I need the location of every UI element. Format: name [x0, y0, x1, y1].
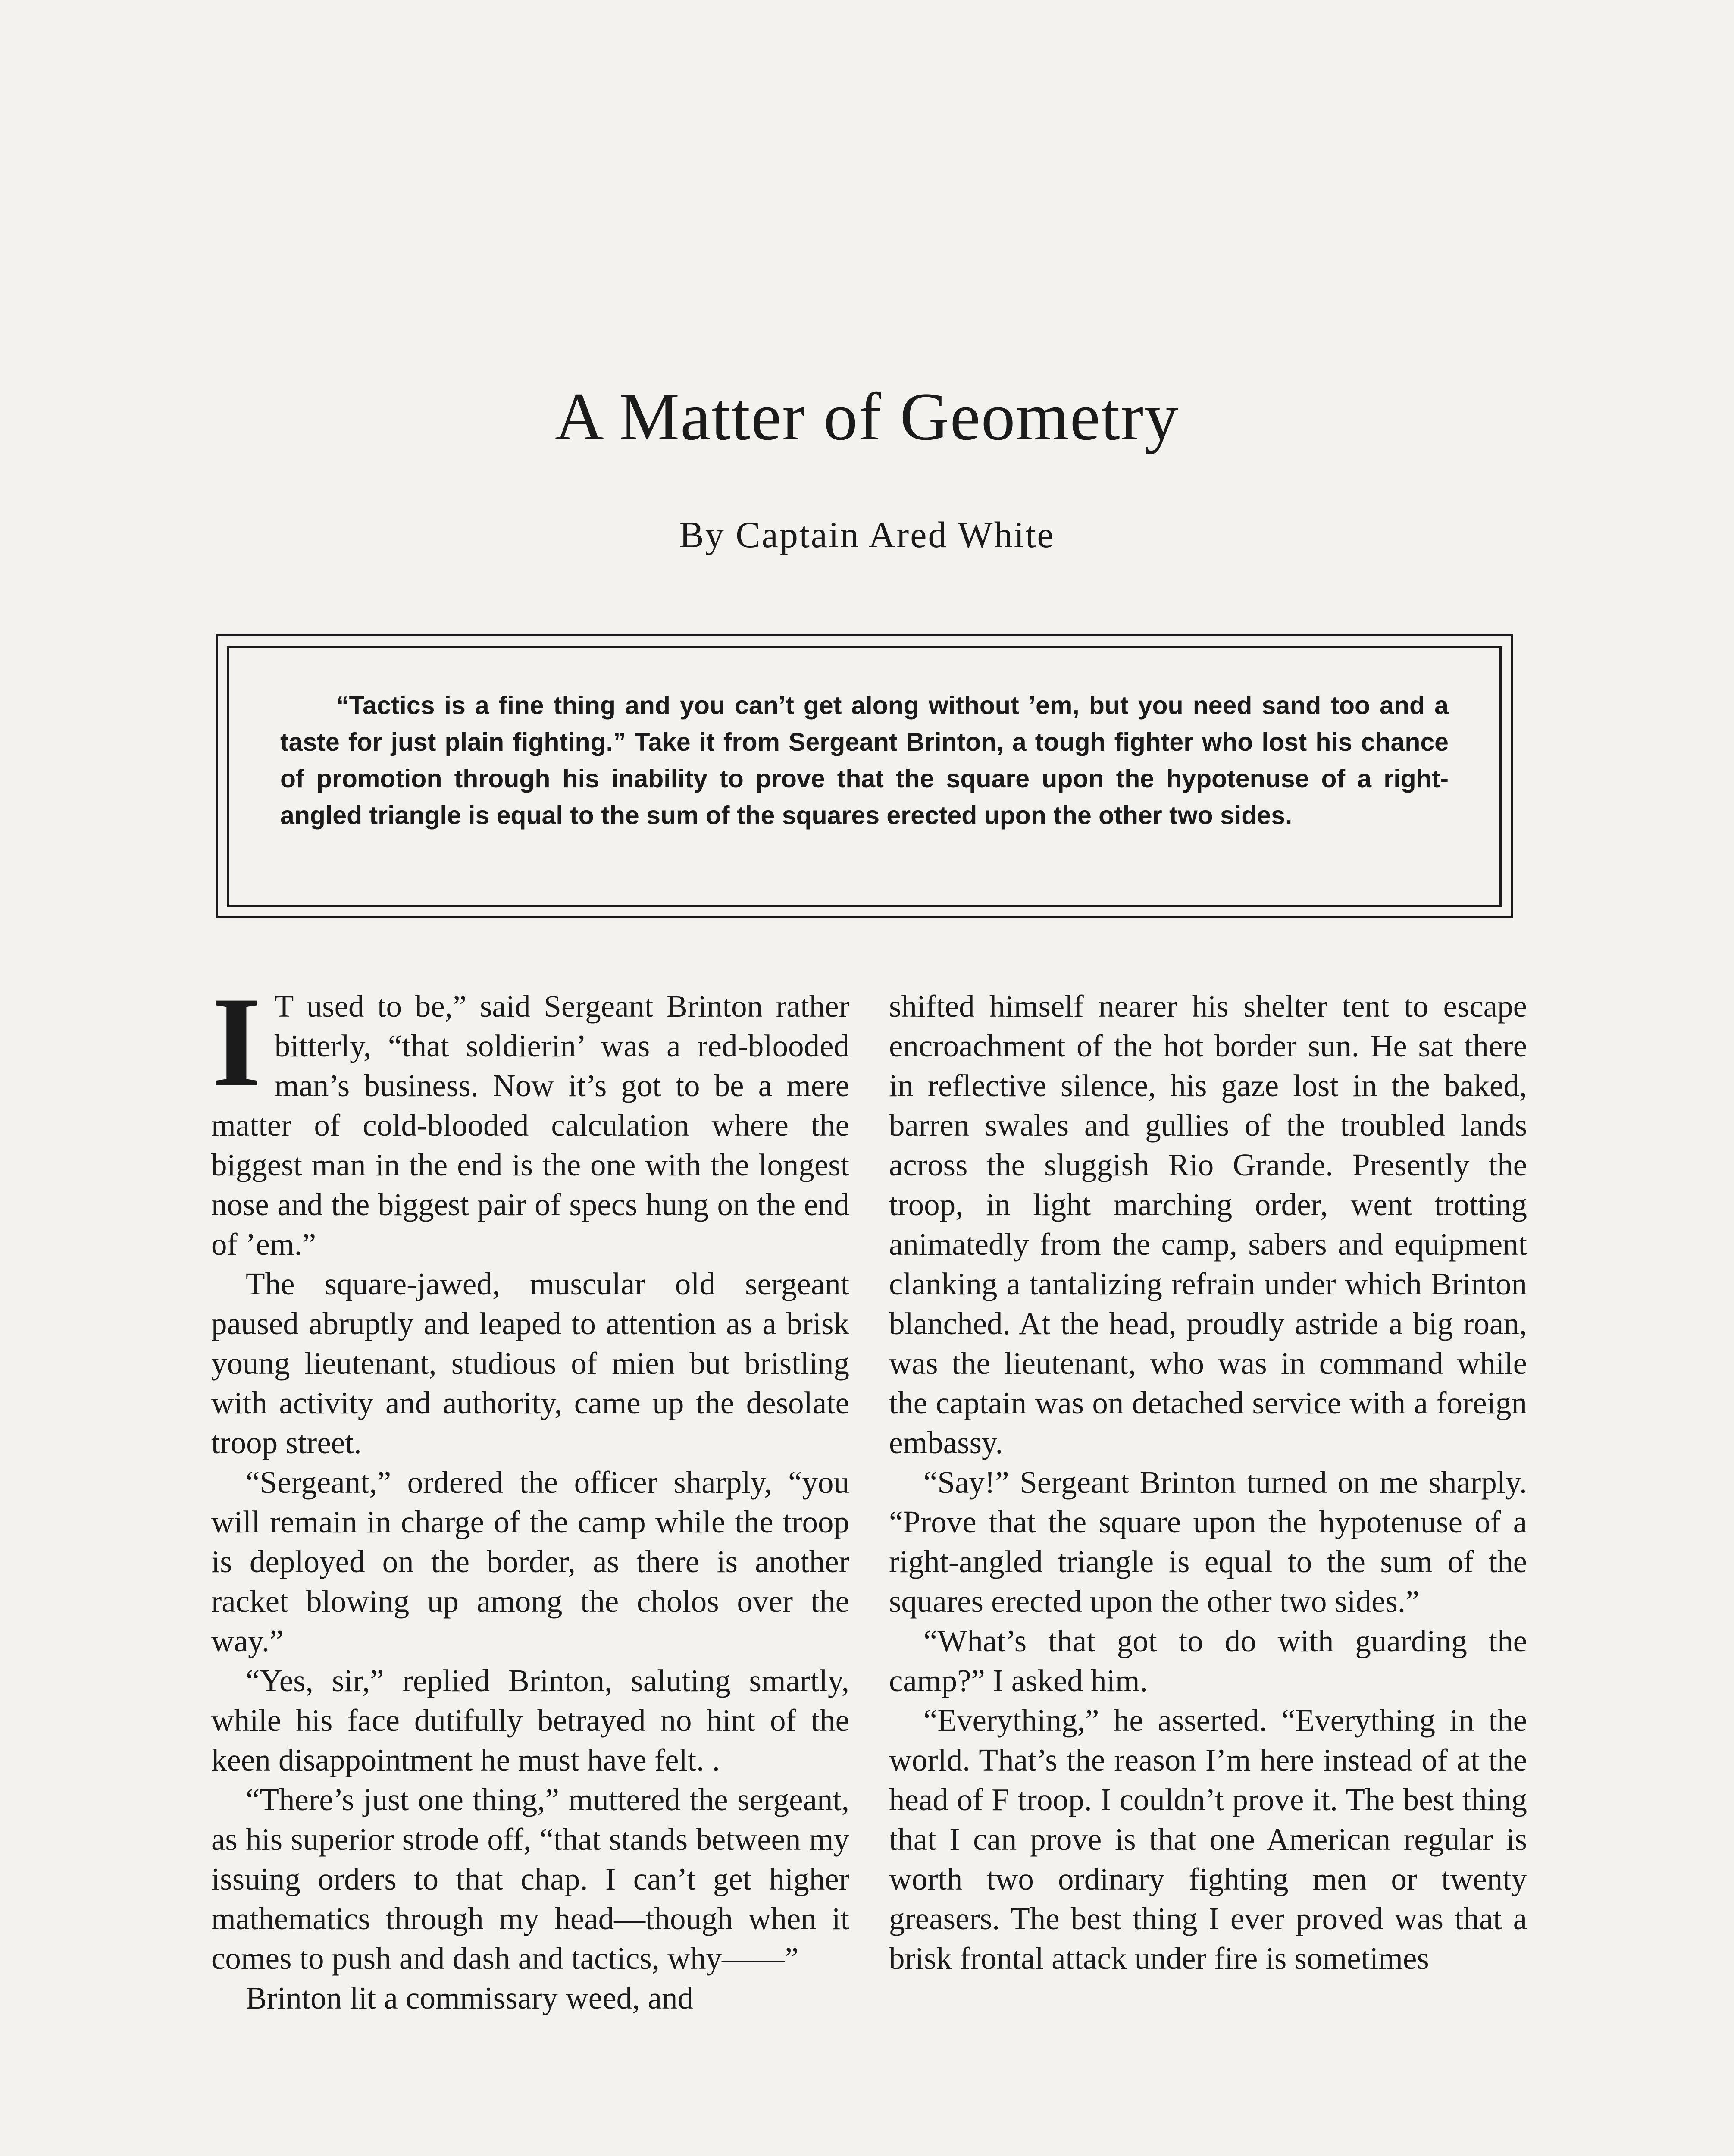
blurb-text: “Tactics is a fine thing and you can’t get along without ’em, but you need sand too and a taste for just plain fighting.” Take it from Sergeant Brinton, a tough fighter who lost his chance of promotion through his inability to prove that the square upon the hypotenuse of a right-angled triangle is equal to the sum of the squares erected upon the other two sides.: [280, 691, 1449, 830]
article-title: A Matter of Geometry: [554, 379, 1180, 454]
paragraph: “There’s just one thing,” muttered the sergeant, as his superior strode off, “that stands between my issuing orders to that chap. I can’t get higher mathematics through my head—though when it comes to push and dash and tactics, why——”: [211, 1782, 849, 1976]
opening-paragraph: [211, 970, 849, 1264]
drop-cap: I: [211, 970, 262, 1113]
paragraph: “Everything,” he asserted. “Everything in the world. That’s the reason I’m here instead of at the head of F troop. I couldn’t prove it. The best thing that I can prove is that one American regular is worth two ordinary fighting men or twenty greasers. The best thing I ever proved was that a brisk frontal attack under fire is sometimes: [889, 1703, 1527, 1976]
opening-paragraph-text: T used to be,” said Sergeant Brinton rather bitterly, “that soldierin’ was a red-blooded man’s business. Now it’s got to be a mere matter of cold-blooded calculation where the biggest man in the end is the one with the longest nose and the biggest pair of specs hung on the end of ’em.”: [211, 989, 849, 1262]
paragraph: “Yes, sir,” replied Brinton, saluting smartly, while his face dutifully betrayed no hint of the keen disappointment he must have felt. .: [211, 1663, 849, 1777]
left-column: [211, 970, 849, 2018]
paragraph: “What’s that got to do with guarding the camp?” I asked him.: [889, 1623, 1527, 1698]
paragraph: “Say!” Sergeant Brinton turned on me sharply. “Prove that the square upon the hypotenuse of a right-angled triangle is equal to the sum of the squares erected upon the other two sides.”: [889, 1465, 1527, 1619]
article-byline: By Captain Ared White: [679, 514, 1055, 555]
paragraph: Brinton lit a commissary weed, and: [246, 1981, 694, 2015]
blurb-box: [216, 634, 1513, 918]
paragraph: The square-jawed, muscular old sergeant paused abruptly and leaped to attention as a brisk young lieutenant, studious of mien but bristling with activity and authority, came up the desolate troop street.: [211, 1266, 849, 1460]
right-column: [889, 987, 1527, 1978]
paragraph: “Sergeant,” ordered the officer sharply, “you will remain in charge of the camp while the troop is deployed on the border, as there is another racket blowing up among the cholos over the way.”: [211, 1465, 849, 1658]
blurb-box-inner: [227, 646, 1502, 907]
continued-paragraph: shifted himself nearer his shelter tent to escape encroachment of the hot border sun. He sat there in reflective silence, his gaze lost in the baked, barren swales and gullies of the troubled lands across the sluggish Rio Grande. Presently the troop, in light marching order, went trotting animatedly from the camp, sabers and equipment clanking a tantalizing refrain under which Brinton blanched. At the head, proudly astride a big roan, was the lieutenant, who was in command while the captain was on detached service with a foreign embassy.: [889, 989, 1527, 1460]
